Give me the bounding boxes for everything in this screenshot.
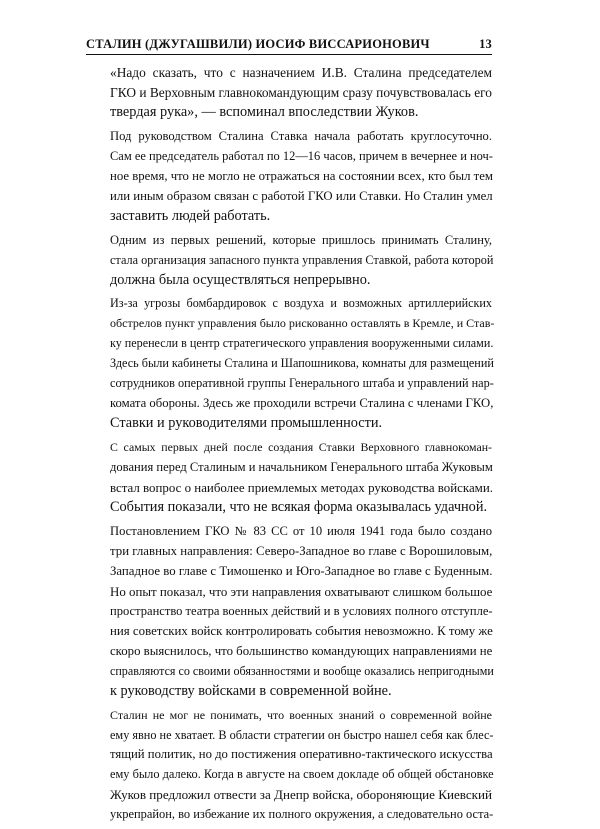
text-line: ему было далеко. Когда в августе на своем докладе об общей обстановке: [110, 767, 494, 782]
text-line: комата обороны. Здесь же проходили встречи Сталина с членами ГКО,: [110, 396, 494, 411]
paragraph: [86, 127, 492, 227]
text-line: Постановлением ГКО № 83 СС от 10 июля 1941 года было создано: [110, 523, 492, 538]
header-rule: [86, 54, 492, 55]
text-line: ку перенесли в центр стратегического управления вооруженными силами.: [110, 336, 494, 351]
text-line: скоро выяснилось, что большинство командующих направлениями не: [110, 643, 493, 658]
text-line: стала организация запасного пункта управления Ставкой, работа которой: [110, 252, 494, 267]
text-line: «Надо сказать, что с назначением И.В. Сталина председателем: [110, 65, 492, 80]
text-line: Из-за угрозы бомбардировок с воздуха и возможных артиллерийских: [110, 296, 492, 311]
page-number: 13: [479, 37, 492, 51]
running-head: [86, 37, 492, 52]
text-line: Под руководством Сталина Ставка начала работать круглосуточно.: [110, 128, 492, 143]
text-line: дования перед Сталиным и начальником Генерального штаба Жуковым: [110, 460, 493, 475]
text-line: укрепрайон, во избежание их полного окружения, а следовательно оста-: [110, 807, 494, 822]
text-line: справляются со своими обязанностями и вообще оказались непригодными: [110, 663, 494, 678]
body-text: [86, 63, 495, 829]
text-line: ное время, что не могло не отражаться на состоянии всех, кто был тем: [110, 168, 494, 183]
text-line: Сам ее председатель работал по 12—16 часов, причем в вечернее и ноч-: [110, 148, 493, 163]
paragraph: [86, 231, 492, 291]
text-line: ему явно не хватает. В области стратегии он быстро нашел себя как блес-: [110, 727, 494, 742]
text-line: заставить людей работать.: [110, 207, 271, 224]
text-line: встал вопрос о наиболее приемлемых методах руководства войсками.: [110, 480, 493, 496]
text-line: ГКО и Верховным главнокомандующим сразу почувствовалась его: [110, 84, 492, 100]
text-line: тящий политик, но до постижения оперативно-тактического искусства: [110, 747, 493, 762]
text-line: к руководству войсками в современной войне.: [110, 682, 392, 699]
paragraph: [86, 706, 492, 826]
text-line: сотрудников оперативной группы Генерального штаба и управлений нар-: [110, 376, 494, 391]
text-line: Одним из первых решений, которые пришлось принимать Сталину,: [110, 232, 492, 247]
text-line: должна была осуществляться непрерывно.: [110, 271, 371, 288]
text-line: ния советских войск контролировать события невозможно. К тому же: [110, 623, 493, 638]
text-line: Сталин не мог не понимать, что военных знаний о современной войне: [110, 707, 492, 722]
paragraph: [86, 63, 492, 123]
text-line: или иным образом связан с работой ГКО или Ставки. Но Сталин умел: [110, 188, 493, 203]
text-line: три главных направления: Северо-Западное во главе с Ворошиловым,: [110, 543, 493, 558]
paragraph: [86, 438, 492, 518]
text-line: События показали, что не всякая форма оказывалась удачной.: [110, 499, 488, 516]
running-head-title: СТАЛИН (ДЖУГАШВИЛИ) ИОСИФ ВИССАРИОНОВИЧ: [86, 37, 430, 51]
text-line: твердая рука», — вспоминал впоследствии Жуков.: [110, 103, 419, 120]
text-line: С самых первых дней после создания Ставки Верховного главнокоман-: [110, 440, 492, 455]
text-line: Западное во главе с Тимошенко и Юго-Западное во главе с Буденным.: [110, 563, 493, 578]
text-line: пространство театра военных действий и в условиях полного отступле-: [110, 603, 493, 618]
paragraph: [86, 294, 495, 434]
text-line: Ставки и руководителями промышленности.: [110, 415, 383, 432]
text-line: Но опыт показал, что эти направления охватывают слишком большое: [110, 583, 493, 599]
text-line: обстрелов пункт управления было рискованно оставлять в Кремле, и Став-: [110, 316, 495, 331]
text-line: Жуков предложил отвести за Днепр войска, обороняющие Киевский: [110, 787, 493, 803]
text-line: Здесь были кабинеты Сталина и Шапошникова, комнаты для размещений: [110, 356, 494, 371]
paragraph: [86, 522, 492, 702]
